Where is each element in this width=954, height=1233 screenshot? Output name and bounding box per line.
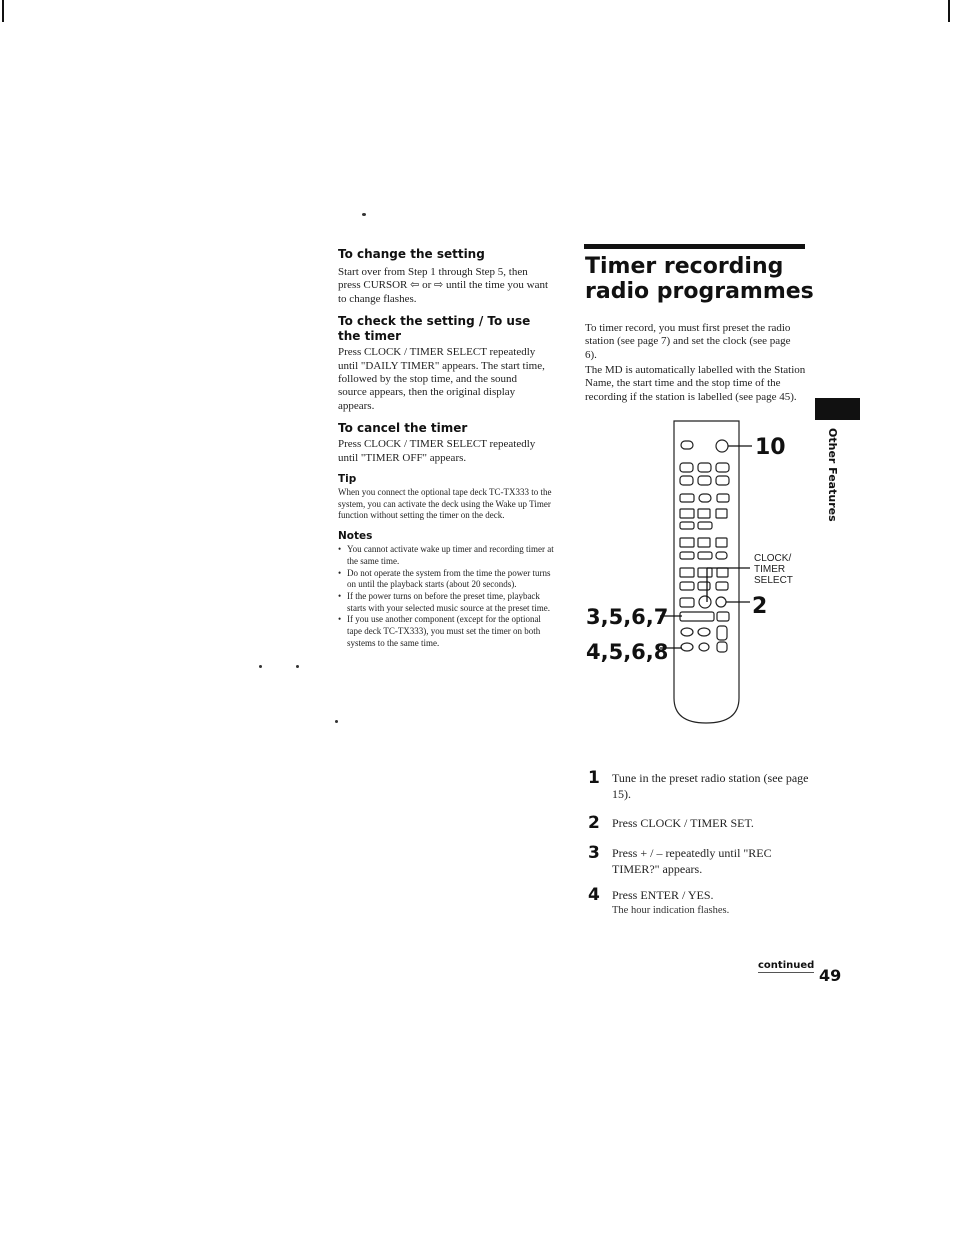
change-setting-heading: To change the setting [338,247,485,261]
callout-2: 2 [752,594,768,619]
step-4-number: 4 [588,885,600,905]
step-4 [586,885,816,925]
callout-3567: 3,5,6,7 [586,605,669,629]
label-select: SELECT [754,575,793,586]
step-2 [586,813,816,843]
check-setting-body: Press CLOCK / TIMER SELECT repeatedly until "DAILY TIMER" appears. The start time, followed by the stop time, and the sound source appears, then the original display appears. [338,346,545,412]
note-item: • You cannot activate wake up timer and recording timer at the same time. [338,544,558,567]
step-4-text: Press ENTER / YES. [612,888,714,902]
step-3-number: 3 [588,843,600,863]
speck [335,720,338,723]
speck [362,213,366,216]
section-tab-marker [815,398,860,420]
section-tab-text: Other Features [826,428,839,522]
title-rule [584,244,805,249]
note-item: • If you use another component (except for the optional tape deck TC-TX333), you must set the timer on both systems to the same time. [338,614,558,649]
callout-4568: 4,5,6,8 [586,640,669,664]
note-item: • If the power turns on before the preset time, playback starts with your selected music source at the preset time. [338,591,558,614]
section-tab-label [827,428,839,523]
step-1 [586,768,816,808]
page-number: 49 [819,966,842,985]
check-setting-heading: To check the setting / To use the timer [338,314,531,344]
intro-paragraph-2: The MD is automatically labelled with the Station Name, the start time and the stop time of the recording if the station is labelled (see page 45). [585,364,806,403]
tip-body: When you connect the optional tape deck TC-TX333 to the system, you can activate the deck using the Wake up Timer function without setting the timer on the deck. [338,487,552,521]
cancel-timer-body: Press CLOCK / TIMER SELECT repeatedly until "TIMER OFF" appears. [338,438,536,464]
change-setting-body: Start over from Step 1 through Step 5, then press CURSOR ⇦ or ⇨ until the time you want to change flashes. [338,266,549,305]
note-item: • Do not operate the system from the time the power turns on until the playback starts (about 20 seconds). [338,568,558,591]
clock-timer-select-label [754,553,793,586]
cancel-timer-heading: To cancel the timer [338,421,468,436]
step-3 [586,843,816,885]
step-1-number: 1 [588,768,600,788]
step-4-subtext: The hour indication flashes. [612,905,730,916]
step-list [586,768,816,925]
step-3-text: Press + / – repeatedly until "REC TIMER?" appears. [612,846,772,876]
step-1-text: Tune in the preset radio station (see page 15). [612,771,809,801]
notes-heading: Notes [338,530,373,543]
step-2-text: Press CLOCK / TIMER SET. [612,816,754,830]
speck [259,665,262,668]
label-clock: CLOCK/ [754,553,792,564]
label-timer: TIMER [754,564,786,575]
callout-10: 10 [755,435,786,460]
speck [296,665,299,668]
crop-mark-left [2,0,4,22]
continued-label: continued [758,960,815,971]
tip-heading: Tip [338,473,357,486]
left-column [338,247,560,650]
notes-list [338,544,558,649]
page-title-line-1: Timer recording [585,254,784,279]
crop-mark-right [948,0,950,22]
page-title [585,254,815,304]
intro-paragraph-1: To timer record, you must first preset the radio station (see page 7) and set the clock (see page 6). [585,322,791,361]
page-title-line-2: radio programmes [585,279,814,304]
step-2-number: 2 [588,813,600,833]
